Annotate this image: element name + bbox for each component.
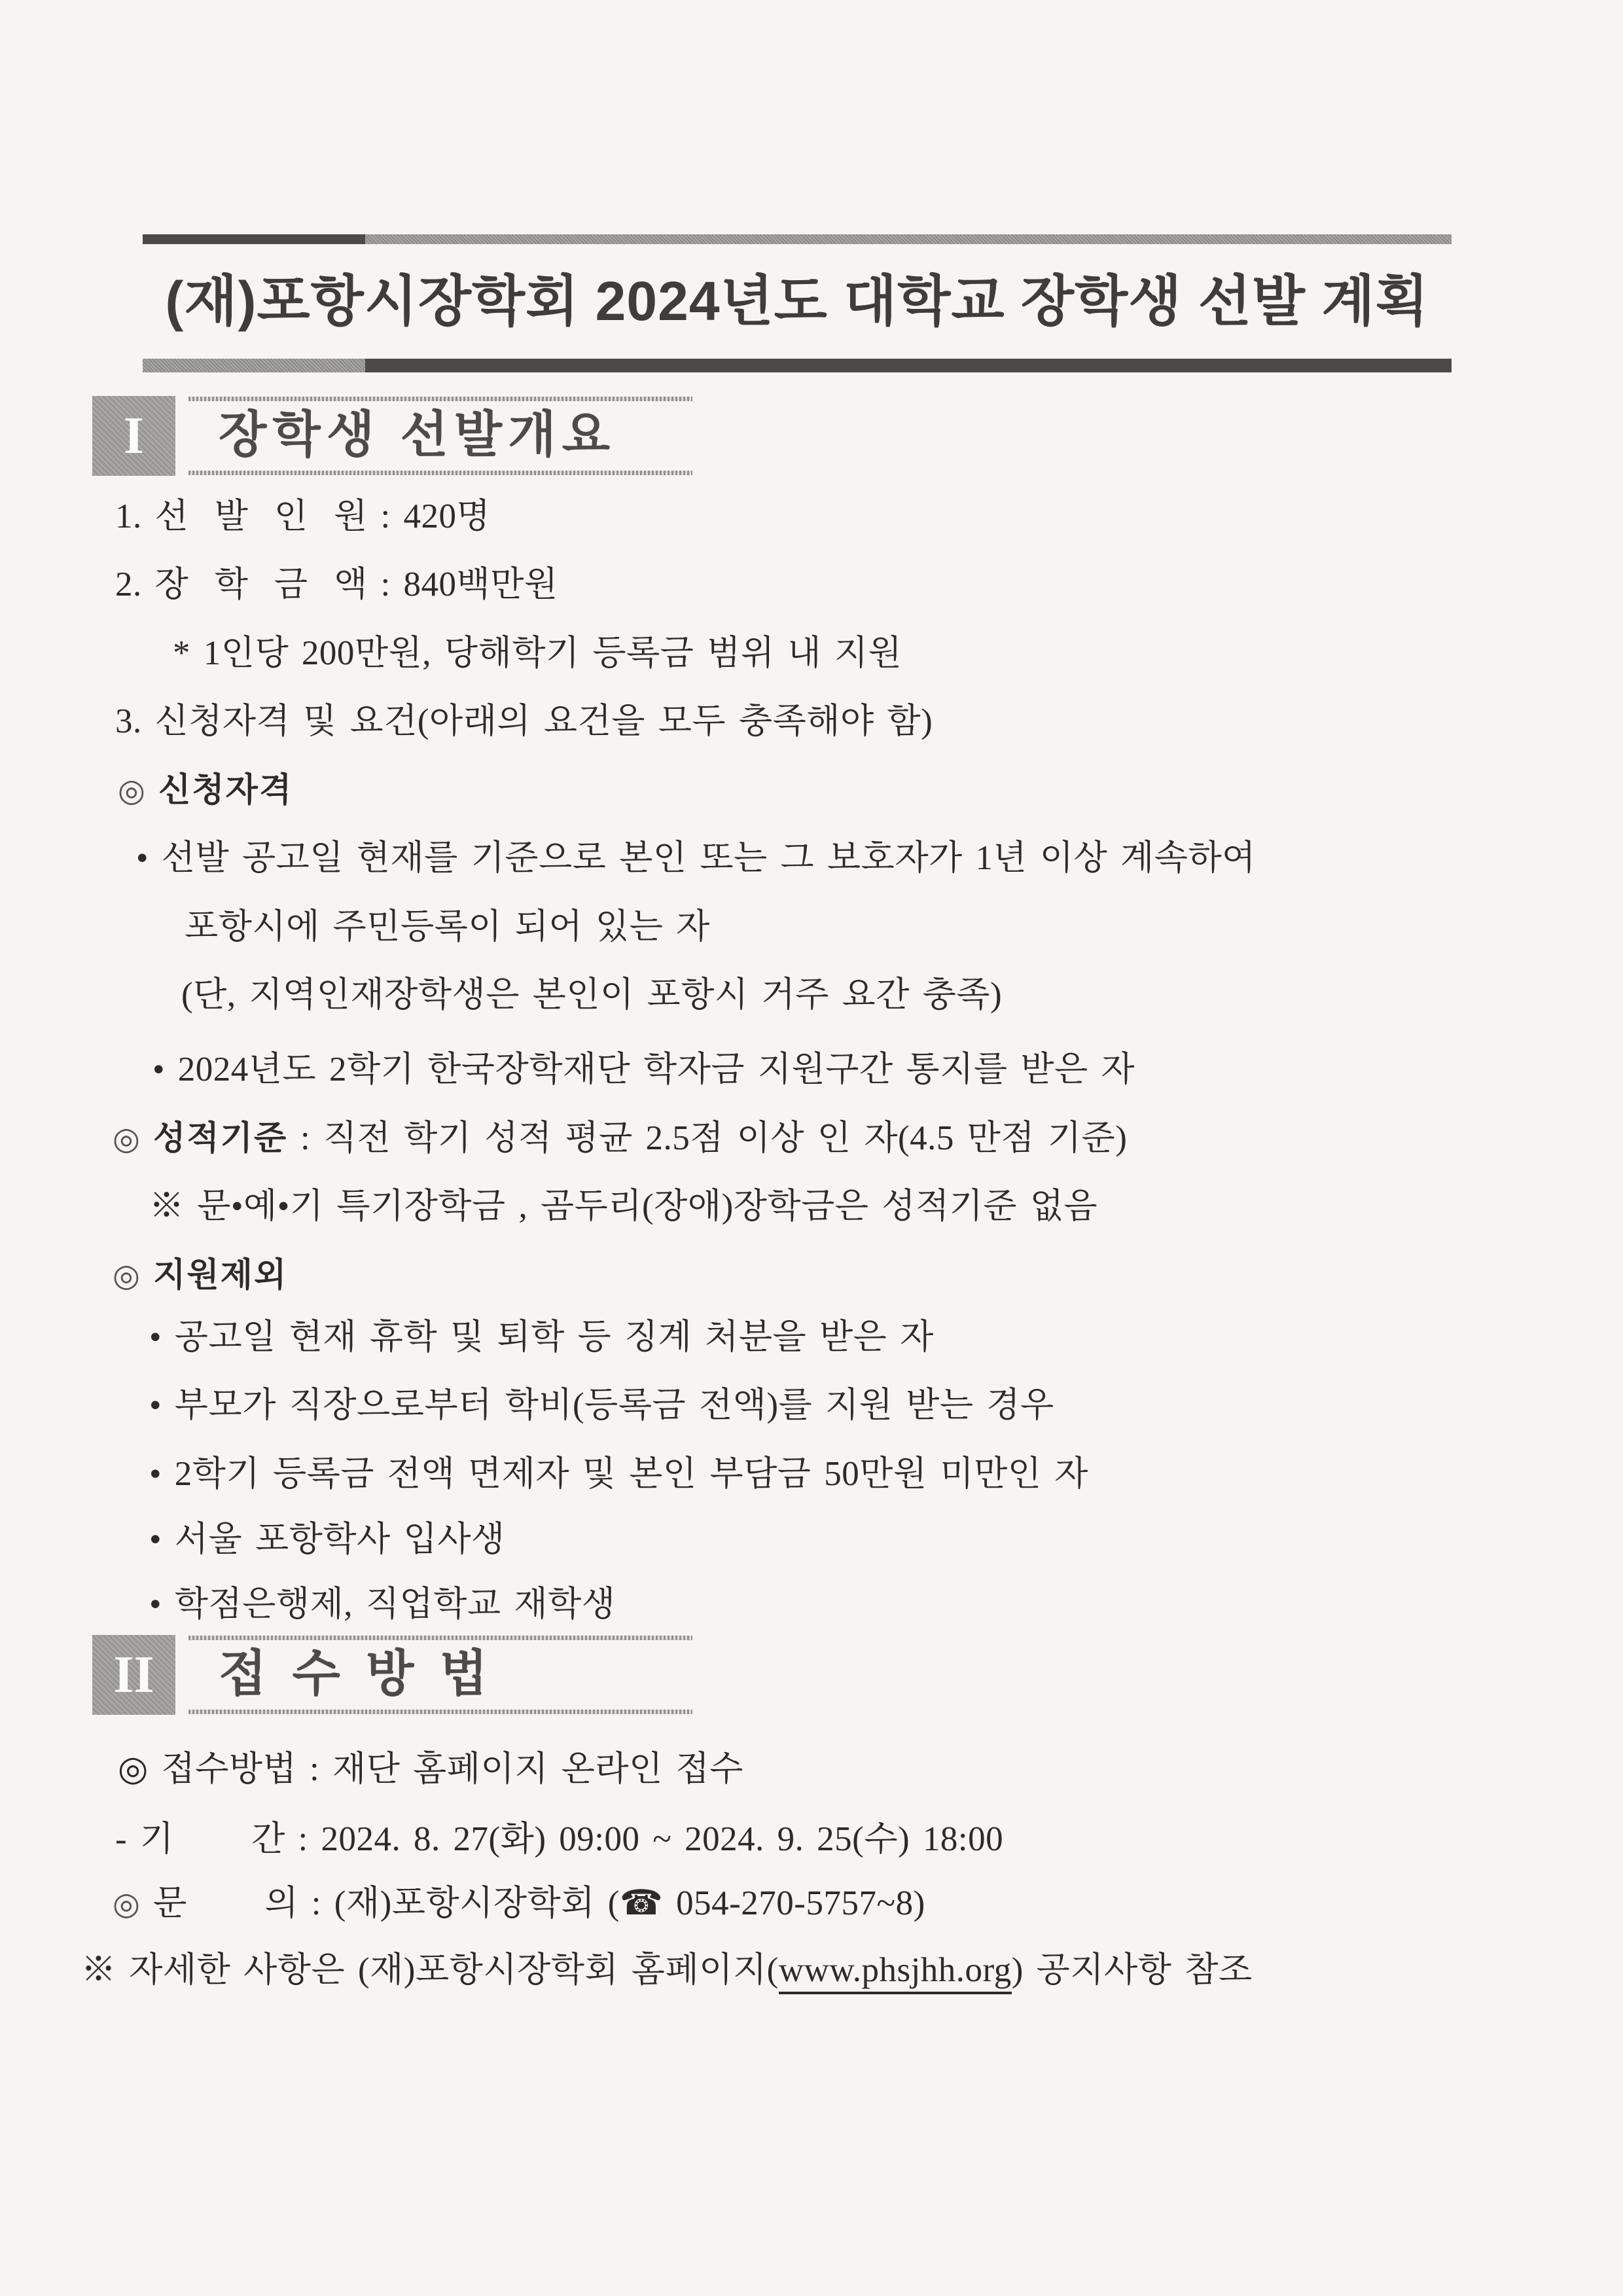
requirements-heading-line: 3. 신청자격 및 요건(아래의 요건을 모두 충족해야 함) [115, 702, 933, 740]
section1-top-rule [188, 397, 692, 401]
exclusion-tuition-waiver-line: • 2학기 등록금 전액 면제자 및 본인 부담금 50만원 미만인 자 [149, 1455, 1088, 1493]
section1-title: 장학생 선발개요 [219, 407, 616, 463]
contact-text: 문 의 : (재)포항시장학회 ( [153, 1884, 620, 1922]
exclusion-credit-bank-line: • 학점은행제, 직업학교 재학생 [149, 1585, 616, 1623]
application-period-line: - 기 간 : 2024. 8. 27(화) 09:00 ~ 2024. 9. 25(수) 18:00 [115, 1820, 1004, 1858]
banner-bottom-rule [143, 359, 1452, 372]
section2-numeral: II [113, 1646, 154, 1704]
contact-phone-number: 054-270-5757~8) [663, 1884, 925, 1922]
banner-top-rule [143, 234, 1452, 244]
website-note-line [81, 1950, 1253, 1990]
banner-rule-light-segment [143, 359, 365, 372]
per-person-amount-note-line: * 1인당 200만원, 당해학기 등록금 범위 내 지원 [173, 634, 902, 672]
website-url: www.phsjhh.org [779, 1951, 1012, 1994]
kosaf-notification-line: • 2024년도 2학기 한국장학재단 학자금 지원구간 통지를 받은 자 [152, 1050, 1135, 1088]
section1-numeral-box [92, 396, 175, 476]
selection-count-line: 1. 선 발 인 원 : 420명 [115, 497, 491, 535]
section1-bottom-rule [188, 471, 692, 475]
exclusion-seoul-dorm-line: • 서울 포항학사 입사생 [149, 1520, 505, 1558]
residency-requirement-line: • 선발 공고일 현재를 기준으로 본인 또는 그 보호자가 1년 이상 계속하여 [136, 839, 1256, 877]
document-title: (재)포항시장학회 2024년도 대학교 장학생 선발 계획 [165, 270, 1429, 332]
eligibility-heading-line [118, 770, 293, 810]
eligibility-heading-label: 신청자격 [158, 771, 293, 808]
banner-rule-dark-segment [365, 359, 1452, 372]
section2-bottom-rule [188, 1710, 692, 1714]
gpa-criteria-label: 성적기준 [153, 1119, 288, 1157]
contact-line [113, 1884, 925, 1924]
ring-bullet-icon: ◎ [118, 772, 146, 809]
section2-title: 접 수 방 법 [219, 1646, 494, 1702]
scholarship-amount-line: 2. 장 학 금 액 : 840백만원 [115, 565, 558, 603]
banner-rule-light-segment [365, 234, 1452, 244]
exclusion-parent-support-line: • 부모가 직장으로부터 학비(등록금 전액)를 지원 받는 경우 [149, 1386, 1054, 1424]
exclusion-leave-line: • 공고일 현재 휴학 및 퇴학 등 징계 처분을 받은 자 [149, 1318, 934, 1356]
residency-requirement-cont-line: 포항시에 주민등록이 되어 있는 자 [185, 908, 710, 946]
title-banner [143, 234, 1452, 373]
phone-icon: ☎ [619, 1883, 664, 1923]
banner-rule-dark-segment [143, 234, 365, 244]
gpa-criteria-text: : 직전 학기 성적 평균 2.5점 이상 인 자(4.5 만점 기준) [287, 1119, 1128, 1157]
section2-top-rule [188, 1636, 692, 1640]
gpa-criteria-line [113, 1119, 1127, 1158]
regional-talent-note-line: (단, 지역인재장학생은 본인이 포항시 거주 요간 충족) [181, 976, 1003, 1014]
ring-bullet-icon: ◎ [113, 1886, 141, 1922]
section1-numeral: I [123, 407, 145, 465]
no-gpa-note-line: ※ 문•예•기 특기장학금 , 곰두리(장애)장학금은 성적기준 없음 [149, 1187, 1098, 1225]
section2-numeral-box [92, 1635, 175, 1715]
exclusion-heading-line [113, 1255, 287, 1295]
website-note-suffix: ) 공지사항 참조 [1011, 1951, 1253, 1989]
exclusion-heading-label: 지원제외 [153, 1256, 288, 1293]
ring-bullet-icon: ◎ [113, 1121, 141, 1157]
ring-bullet-icon: ◎ [113, 1257, 141, 1294]
application-method-line: ◎ 접수방법 : 재단 홈페이지 온라인 접수 [118, 1750, 743, 1788]
website-note-text: ※ 자세한 사항은 (재)포항시장학회 홈페이지( [81, 1951, 779, 1989]
